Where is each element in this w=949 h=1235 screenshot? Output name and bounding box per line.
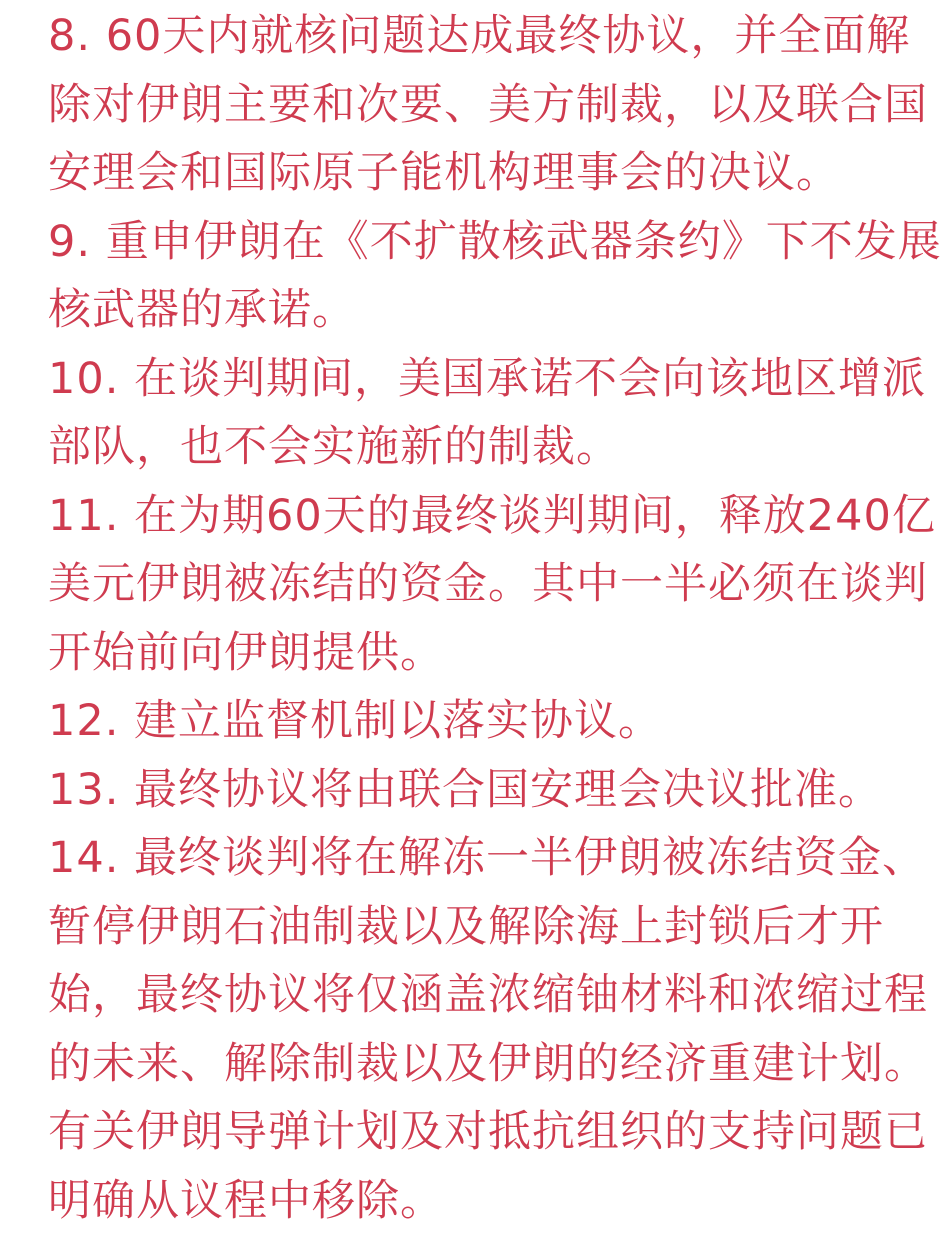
text-line: 8. 60天内就核问题达成最终协议，并全面解 — [48, 2, 928, 71]
text-line: 的未来、解除制裁以及伊朗的经济重建计划。 — [48, 1030, 928, 1099]
text-line: 11. 在为期60天的最终谈判期间，释放240亿 — [48, 482, 928, 551]
text-line: 安理会和国际原子能机构理事会的决议。 — [48, 139, 928, 208]
term-item-9 — [48, 208, 928, 345]
term-item-12 — [48, 687, 928, 756]
text-line: 13. 最终协议将由联合国安理会决议批准。 — [48, 756, 928, 825]
text-line: 明确从议程中移除。 — [48, 1167, 928, 1235]
text-line: 部队，也不会实施新的制裁。 — [48, 413, 928, 482]
text-line: 暂停伊朗石油制裁以及解除海上封锁后才开 — [48, 893, 928, 962]
text-line: 核武器的承诺。 — [48, 276, 928, 345]
text-line: 美元伊朗被冻结的资金。其中一半必须在谈判 — [48, 550, 928, 619]
text-line: 12. 建立监督机制以落实协议。 — [48, 687, 928, 756]
text-line: 14. 最终谈判将在解冻一半伊朗被冻结资金、 — [48, 824, 928, 893]
term-item-14 — [48, 824, 928, 1235]
text-line: 开始前向伊朗提供。 — [48, 619, 928, 688]
text-line: 有关伊朗导弹计划及对抵抗组织的支持问题已 — [48, 1098, 928, 1167]
text-line: 除对伊朗主要和次要、美方制裁，以及联合国 — [48, 71, 928, 140]
text-line: 始，最终协议将仅涵盖浓缩铀材料和浓缩过程 — [48, 961, 928, 1030]
text-line: 9. 重申伊朗在《不扩散核武器条约》下不发展 — [48, 208, 928, 277]
agreement-terms-list — [48, 2, 928, 1235]
term-item-13 — [48, 756, 928, 825]
term-item-10 — [48, 345, 928, 482]
term-item-11 — [48, 482, 928, 688]
text-line: 10. 在谈判期间，美国承诺不会向该地区增派 — [48, 345, 928, 414]
term-item-8 — [48, 2, 928, 208]
